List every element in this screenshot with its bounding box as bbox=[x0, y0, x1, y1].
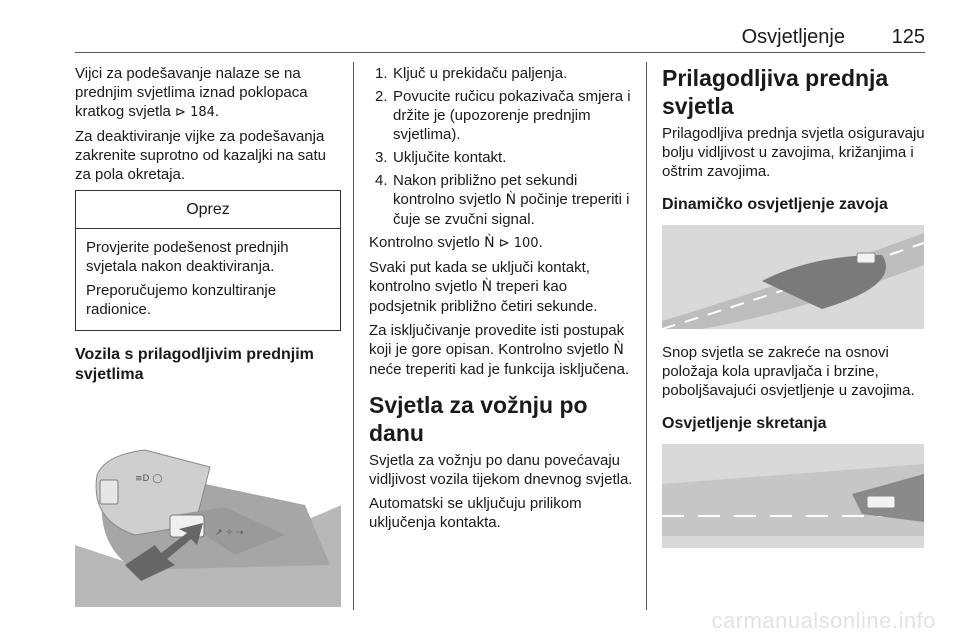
dynamic-curve-light-figure bbox=[662, 225, 924, 329]
chapter-title: Osvjetljenje bbox=[741, 26, 845, 48]
indicator-light-icon: Ǹ bbox=[484, 235, 495, 251]
paragraph-afl: Prilagodljiva prednja svjetla osiguravaju bolju vidljivost u zavojima, križanjima i oštrim zavojima. bbox=[662, 125, 925, 180]
caution-text-1: Provjerite podešenost prednjih svjetala nakon deaktiviranja. bbox=[86, 239, 289, 275]
caution-box bbox=[75, 190, 341, 331]
column-2 bbox=[369, 64, 637, 537]
steps-list bbox=[369, 64, 637, 229]
paragraph-drl-2: Automatski se uključuju prilikom uključenja kontakta. bbox=[369, 495, 582, 531]
section-heading-afl: Prilagodljiva prednja svjetla bbox=[662, 65, 889, 119]
paragraph-drl-1: Svjetla za vožnju po danu povećavaju vidljivost vozila tijekom dnevnog svjetla. bbox=[369, 452, 633, 488]
page-reference[interactable]: ⊳ 184. bbox=[175, 105, 220, 120]
section-heading-adaptive: Vozila s prilagodljivim prednjim svjetlima bbox=[75, 346, 314, 383]
svg-text:≡D ◯: ≡D ◯ bbox=[135, 474, 163, 484]
step-2: 2. Povucite ručicu pokazivača smjera i držite je (upozorenje prednjim svjetlima). bbox=[375, 88, 631, 143]
paragraph-indicator-ref: Kontrolno svjetlo Ǹ ⊳ 100. bbox=[369, 234, 543, 251]
running-header bbox=[75, 26, 925, 50]
paragraph-dynamic-curve: Snop svjetla se zakreće na osnovi položaja kola upravljača i brzine, poboljšavajući osvjetljenje u zavojima. bbox=[662, 344, 915, 399]
subheading-turn-light: Osvjetljenje skretanja bbox=[662, 415, 827, 432]
paragraph-deactivate: Za deaktiviranje vijke za podešavanja zakrenite suprotno od kazaljki na satu za pola okretaja. bbox=[75, 128, 326, 183]
turn-light-figure bbox=[662, 444, 924, 548]
column-1 bbox=[75, 64, 341, 607]
caution-text-2: Preporučujemo konzultiranje radionice. bbox=[86, 282, 277, 318]
section-heading-drl: Svjetla za vožnju po danu bbox=[369, 392, 588, 446]
column-3 bbox=[662, 64, 930, 548]
svg-text:↗ ✧ ⇢: ↗ ✧ ⇢ bbox=[215, 528, 244, 538]
paragraph-reminder: Svaki put kada se uključi kontakt, kontrolno svjetlo Ǹ treperi kao podsjetnik približno četiri sekunde. bbox=[369, 259, 598, 315]
page-number: 125 bbox=[891, 26, 925, 48]
step-1: 1. Ključ u prekidaču paljenja. bbox=[375, 65, 568, 82]
step-4: 4. Nakon približno pet sekundi kontrolno svjetlo Ǹ počinje treperiti i čuje se zvučni signal. bbox=[375, 172, 630, 228]
column-divider-2 bbox=[646, 62, 647, 610]
page-reference[interactable]: ⊳ 100. bbox=[498, 236, 543, 251]
watermark: carmanualsonline.info bbox=[711, 608, 936, 633]
paragraph-switch-off: Za isključivanje provedite isti postupak koji je gore opisan. Kontrolno svjetlo Ǹ neće treperiti kad je funkcija isključena. bbox=[369, 322, 630, 378]
paragraph-adjust-screws: Vijci za podešavanje nalaze se na prednjim svjetlima iznad poklopaca kratkog svjetla ⊳ 184. bbox=[75, 65, 308, 120]
caution-title: Oprez bbox=[76, 191, 340, 229]
subheading-dynamic-curve: Dinamičko osvjetljenje zavoja bbox=[662, 196, 888, 213]
indicator-light-icon: Ǹ bbox=[505, 192, 517, 208]
caution-body bbox=[76, 229, 340, 330]
header-rule bbox=[75, 52, 925, 53]
step-3: 3. Uključite kontakt. bbox=[375, 149, 507, 166]
indicator-light-icon: Ǹ bbox=[481, 279, 493, 295]
column-divider-1 bbox=[353, 62, 354, 610]
indicator-stalk-figure bbox=[75, 395, 341, 607]
indicator-light-icon: Ǹ bbox=[613, 342, 624, 358]
